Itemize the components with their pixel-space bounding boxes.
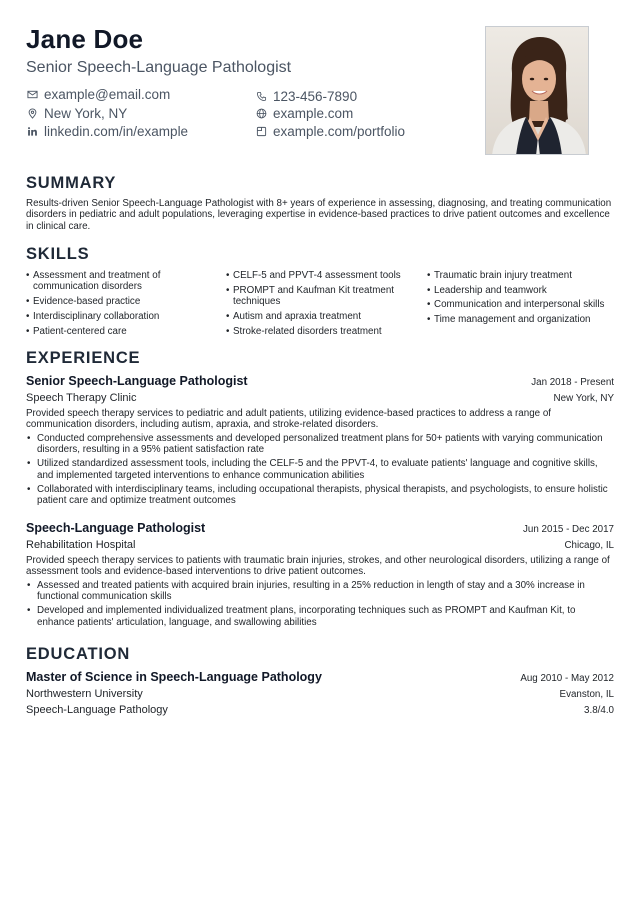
skill-item: • Leadership and teamwork	[427, 285, 617, 296]
skills-heading: SKILLS	[26, 245, 90, 263]
field-of-study: Speech-Language Pathology	[26, 704, 168, 716]
job-bullets	[26, 433, 614, 509]
job-bullet: • Conducted comprehensive assessments and developed personalized treatment plans for 50+ patients with varying communication disorders, resulting in a 95% patient satisfaction rate	[26, 433, 614, 456]
portfolio-icon	[255, 126, 267, 138]
job-entry-1	[26, 374, 614, 514]
skills-column-3	[427, 270, 617, 329]
job-location: Chicago, IL	[564, 540, 614, 551]
job-description: Provided speech therapy services to pediatric and adult patients, utilizing evidence-based practices to address a range of communication disorders, including autism, apraxia, and stroke-related disorders.	[26, 408, 551, 431]
job-title: Speech-Language Pathologist	[26, 521, 206, 535]
linkedin-icon	[26, 126, 38, 138]
skills-column-2	[226, 270, 416, 340]
skill-item: • CELF-5 and PPVT-4 assessment tools	[226, 270, 416, 281]
gpa: 3.8/4.0	[584, 705, 614, 716]
job-employer: Rehabilitation Hospital	[26, 539, 136, 551]
skill-item: • Autism and apraxia treatment	[226, 311, 416, 322]
job-location: New York, NY	[553, 393, 614, 404]
job-employer: Speech Therapy Clinic	[26, 392, 137, 404]
degree-title: Master of Science in Speech-Language Pathology	[26, 670, 322, 684]
experience-heading: EXPERIENCE	[26, 349, 141, 367]
contact-phone-text: 123-456-7890	[273, 89, 358, 104]
skill-item: • Evidence-based practice	[26, 296, 216, 307]
contact-website-text: example.com	[273, 106, 354, 121]
skill-item: • Time management and organization	[427, 314, 617, 325]
job-dates: Jun 2015 - Dec 2017	[523, 524, 614, 535]
contact-email-text: example@email.com	[44, 87, 171, 102]
contact-linkedin-text: linkedin.com/in/example	[44, 124, 189, 139]
skill-item: • Stroke-related disorders treatment	[226, 326, 416, 337]
job-title: Senior Speech-Language Pathologist	[26, 374, 248, 388]
contact-website[interactable]	[255, 106, 353, 121]
skill-item: • Assessment and treatment of communication disorders	[26, 270, 216, 293]
education-heading: EDUCATION	[26, 645, 131, 663]
job-bullets	[26, 580, 614, 631]
job-bullet: • Utilized standardized assessment tools, including the CELF-5 and the PPVT-4, to evaluate patients' language and cognitive skills, and implemented targeted interventions to enhance communication abilities	[26, 458, 614, 481]
contact-portfolio[interactable]	[255, 124, 405, 139]
contact-linkedin[interactable]	[26, 124, 188, 139]
summary-heading: SUMMARY	[26, 174, 117, 192]
school-location: Evanston, IL	[559, 689, 614, 700]
contact-location	[26, 106, 127, 121]
job-entry-2	[26, 521, 614, 636]
job-bullet: • Assessed and treated patients with acquired brain injuries, resulting in a 25% reduction in length of stay and a 30% increase in functional communication skills	[26, 580, 614, 603]
globe-icon	[255, 108, 267, 120]
job-bullet: • Collaborated with interdisciplinary teams, including occupational therapists, physical therapists, and psychologists, to ensure holistic patient care and optimize treatment outcomes	[26, 484, 614, 507]
contact-email[interactable]	[26, 87, 170, 102]
skill-item: • Interdisciplinary collaboration	[26, 311, 216, 322]
mail-icon	[26, 89, 38, 101]
candidate-name: Jane Doe	[26, 24, 144, 54]
skill-item: • PROMPT and Kaufman Kit treatment techniques	[226, 285, 416, 308]
contact-location-text: New York, NY	[44, 106, 128, 121]
job-dates: Jan 2018 - Present	[531, 377, 614, 388]
skills-column-1	[26, 270, 216, 340]
skill-item: • Patient-centered care	[26, 326, 216, 337]
job-bullet: • Developed and implemented individualized treatment plans, incorporating techniques such as PROMPT and Kaufman Kit, to enhance patients' articulation, language, and swallowing abilities	[26, 605, 614, 628]
skill-item: • Traumatic brain injury treatment	[427, 270, 617, 281]
skill-item: • Communication and interpersonal skills	[427, 299, 617, 310]
school-name: Northwestern University	[26, 688, 143, 700]
location-pin-icon	[26, 108, 38, 120]
candidate-headline: Senior Speech-Language Pathologist	[26, 59, 292, 76]
job-description: Provided speech therapy services to patients with traumatic brain injuries, strokes, and other neurological disorders, utilizing a range of assessment tools and evidence-based interventions to drive patient outcomes.	[26, 555, 610, 578]
education-dates: Aug 2010 - May 2012	[520, 673, 614, 684]
contact-portfolio-text: example.com/portfolio	[273, 124, 406, 139]
phone-icon	[255, 91, 267, 103]
contact-phone[interactable]	[255, 89, 357, 104]
profile-photo	[485, 26, 589, 155]
summary-text: Results-driven Senior Speech-Language Pathologist with 8+ years of experience in assessing, diagnosing, and treating communication disorders in pediatric and adult populations, leveraging expertise in evidence-based practices to drive patient outcomes and excellence in clinical care.	[26, 198, 612, 232]
